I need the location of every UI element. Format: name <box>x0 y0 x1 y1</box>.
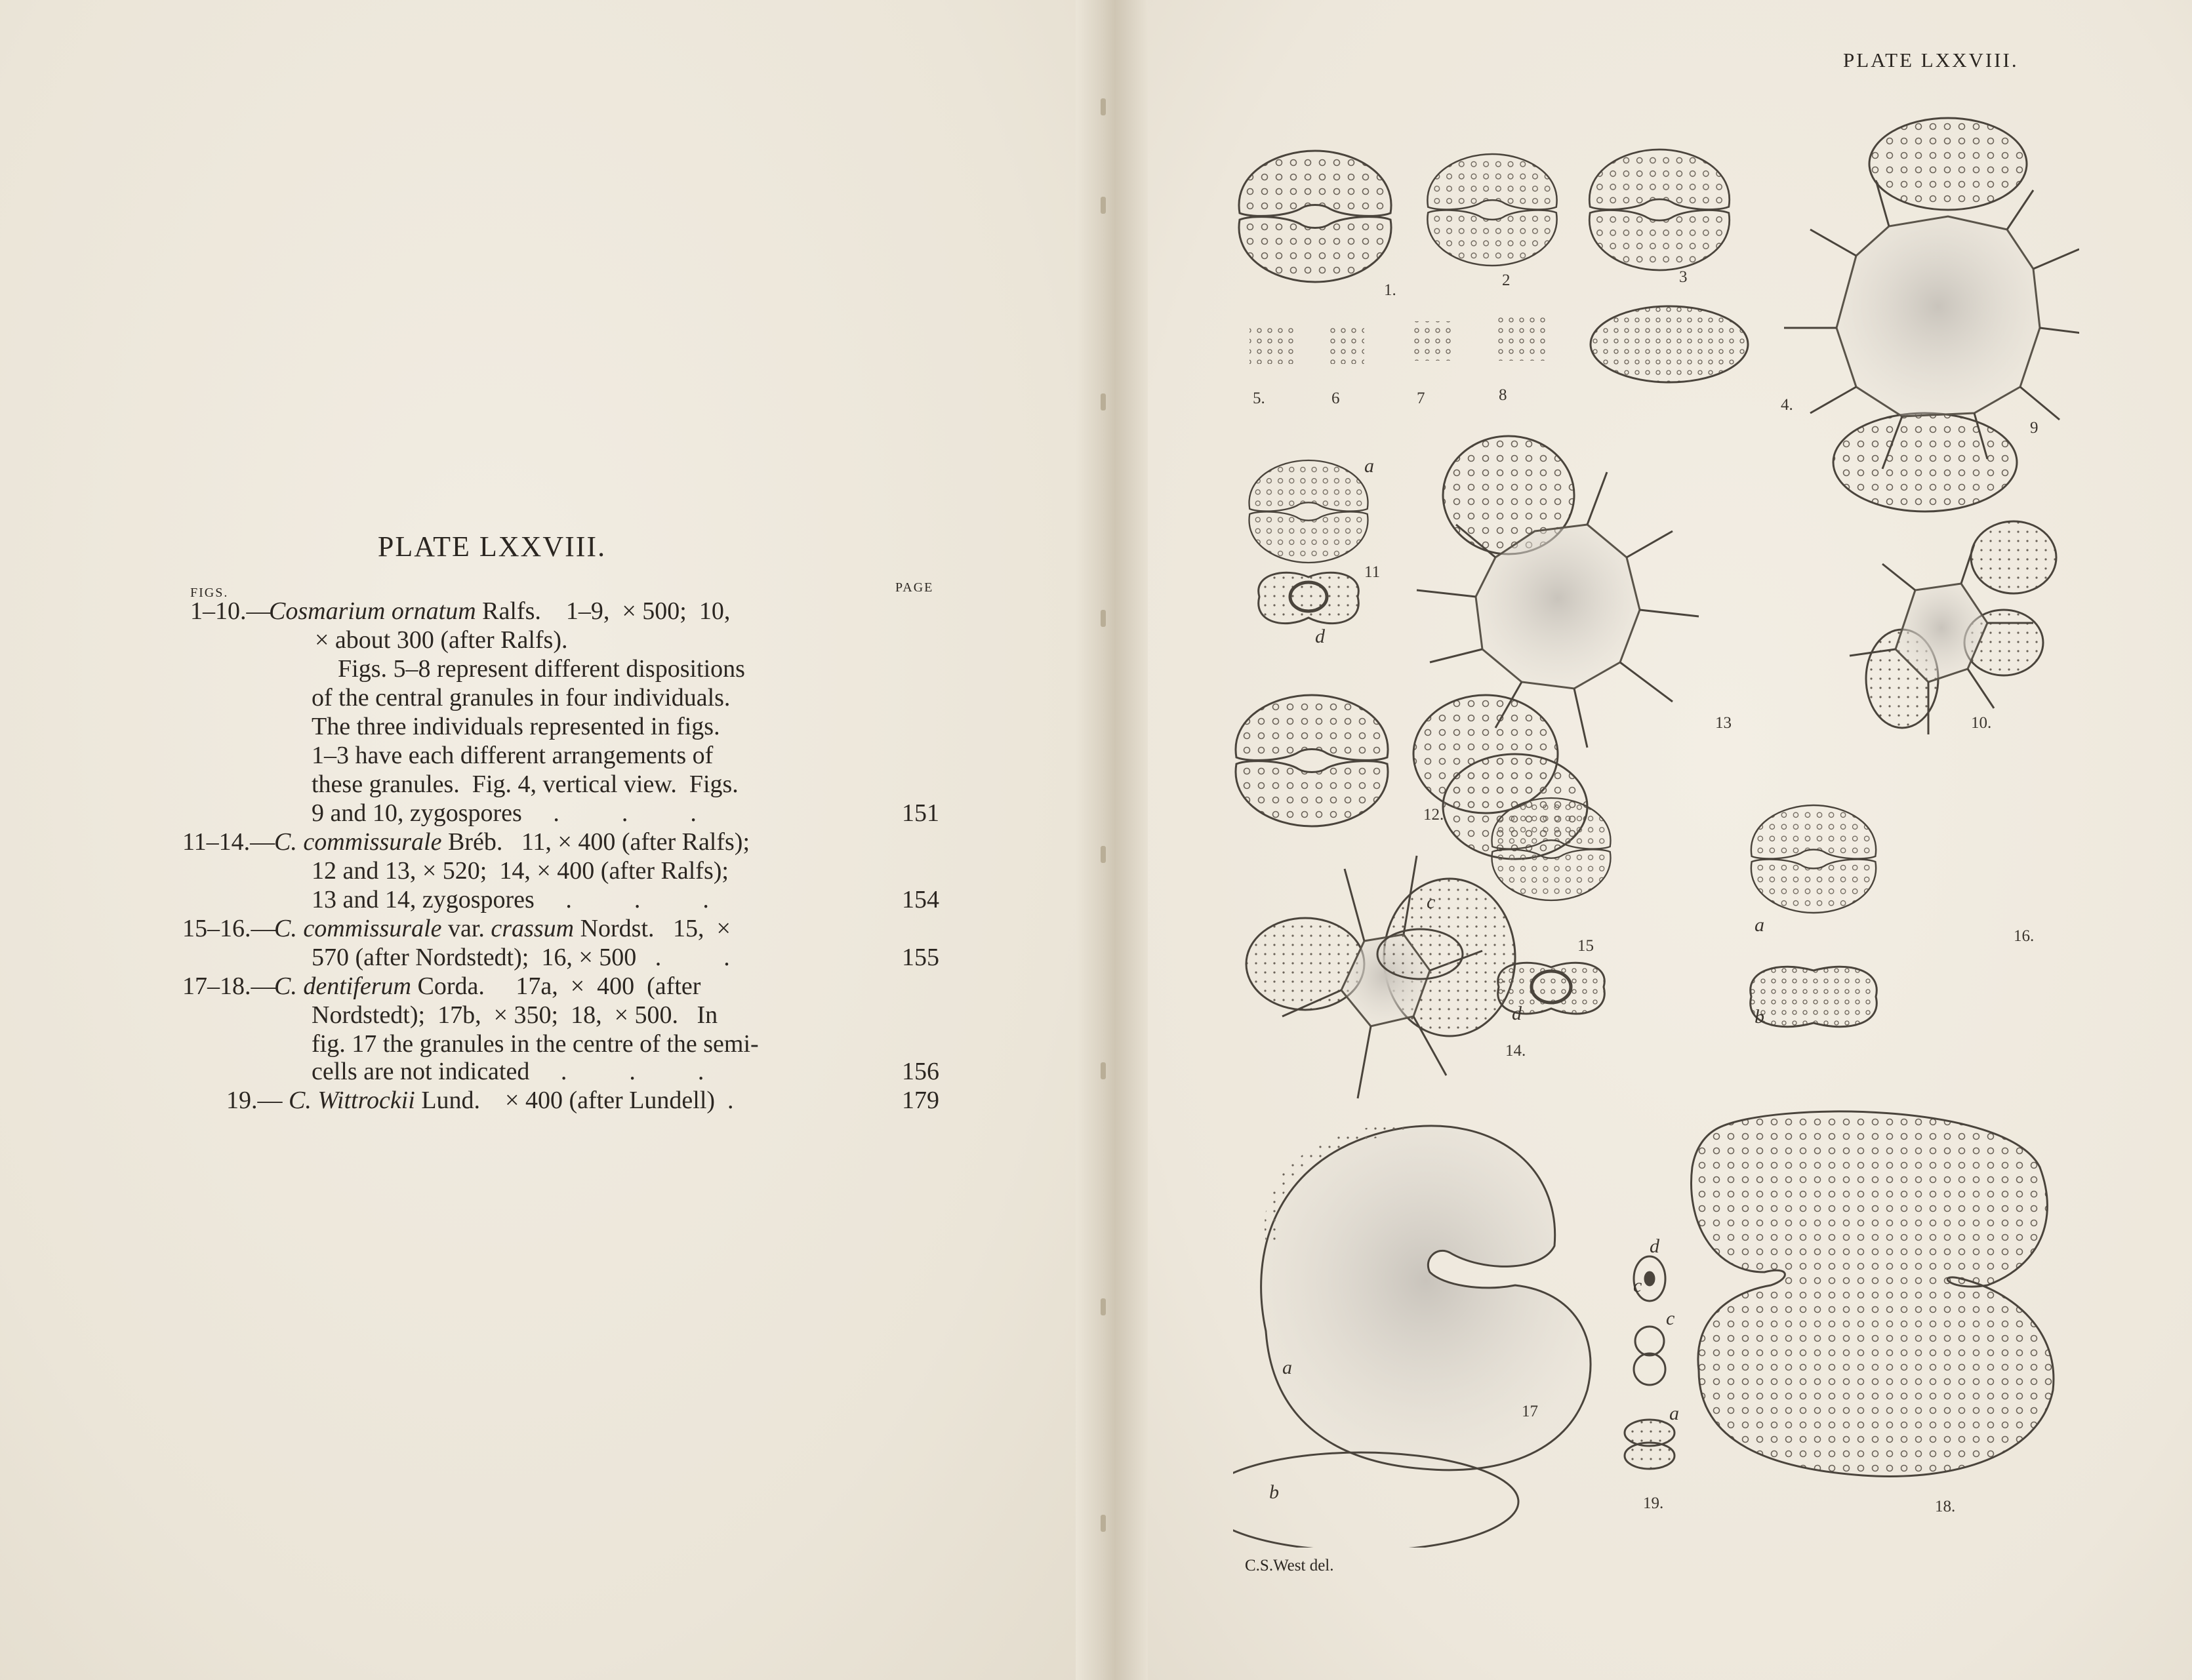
explanation-line: 570 (after Nordstedt); 16, × 500 . . <box>312 944 730 971</box>
figure-number-label: 12. <box>1423 806 1444 824</box>
figure-number-label: 16. <box>2014 927 2035 945</box>
figure-view-letter: c <box>1633 1275 1642 1296</box>
plate-title: PLATE LXXVIII. <box>377 530 607 563</box>
entry-text: var. <box>441 915 491 942</box>
explanation-line: Nordstedt); 17b, × 350; 18, × 500. In <box>312 1001 718 1029</box>
figure-number-label: 9 <box>2030 419 2039 437</box>
artist-credit: C.S.West del. <box>1245 1557 1334 1574</box>
species-name: C. Wittrockii <box>289 1087 415 1114</box>
species-name: C. commissurale <box>274 915 442 942</box>
entry-2-head <box>274 828 750 856</box>
binding-stitch <box>1101 98 1106 115</box>
plate-header: PLATE LXXVIII. <box>1843 49 2019 71</box>
explanation-line: of the central granules in four individuals. <box>312 684 731 711</box>
figure-view-letter: d <box>1512 1003 1522 1024</box>
explanation-line: The three individuals represented in figs. <box>312 713 720 740</box>
explanation-line: 1–10.— <box>190 597 272 625</box>
binding-stitch <box>1101 1515 1106 1532</box>
explanation-line: these granules. Fig. 4, vertical view. Figs. <box>312 770 739 798</box>
figure-view-letter: a <box>1364 455 1374 477</box>
figure-view-letter: a <box>1755 914 1764 936</box>
figure-view-letter: d <box>1650 1235 1659 1257</box>
figure-18-cell <box>1691 1111 2053 1476</box>
figure-view-letter: d <box>1315 626 1325 647</box>
figure-1-cell <box>1239 151 1391 282</box>
book-gutter <box>1076 0 1154 1680</box>
figure-view-letter: a <box>1282 1357 1292 1378</box>
figure-17-cell <box>1233 1126 1591 1548</box>
explanation-line: 19.— <box>226 1087 283 1114</box>
page-column-heading: PAGE <box>895 580 934 595</box>
figure-number-label: 19. <box>1643 1494 1664 1512</box>
figure-number-label: 14. <box>1505 1042 1526 1060</box>
figure-2-cell <box>1427 154 1556 266</box>
explanation-line: cells are not indicated . . . <box>312 1058 704 1085</box>
figure-view-letter: a <box>1669 1403 1679 1424</box>
species-name: C. dentiferum <box>274 972 411 1000</box>
figure-view-letter: c <box>1427 891 1436 913</box>
page-number: 179 <box>902 1087 939 1114</box>
species-name: Cosmarium ornatum <box>269 597 476 625</box>
explanation-line: 9 and 10, zygospores . . . <box>312 799 697 827</box>
explanation-line: 1–3 have each different arrangements of <box>312 742 714 769</box>
entry-text: Ralfs. 1–9, × 500; 10, <box>476 597 731 625</box>
figure-16-cell <box>1751 805 1876 913</box>
page-number: 155 <box>902 944 939 971</box>
species-name: C. commissurale <box>274 828 442 856</box>
entry-5-head <box>289 1086 734 1115</box>
figure-number-label: 13 <box>1715 714 1732 732</box>
figure-number-label: 5. <box>1253 390 1265 407</box>
figure-number-label: 18. <box>1935 1498 1956 1515</box>
entry-text: Corda. 17a, × 400 (after <box>411 972 701 1000</box>
figure-view-letter: b <box>1269 1481 1279 1503</box>
figure-3-cell <box>1589 150 1729 270</box>
page-number: 151 <box>902 799 939 827</box>
figure-number-label: 8 <box>1499 386 1507 404</box>
explanation-line: 13 and 14, zygospores . . . <box>312 886 709 913</box>
binding-stitch <box>1101 610 1106 627</box>
figure-14-zygospore <box>1246 856 1515 1098</box>
explanation-line: 15–16.— <box>182 915 276 942</box>
entry-text: Nordst. 15, × <box>574 915 731 942</box>
figure-11-cell <box>1249 460 1368 563</box>
figure-13-zygospore <box>1413 436 1699 859</box>
figure-number-label: 3 <box>1679 268 1688 286</box>
figure-number-label: 15 <box>1577 937 1594 955</box>
figure-view-letter: c <box>1666 1308 1675 1329</box>
binding-stitch <box>1101 197 1106 214</box>
binding-stitch <box>1101 1062 1106 1079</box>
binding-stitch <box>1101 393 1106 410</box>
figure-10-zygospore <box>1850 521 2056 734</box>
entry-1-head <box>269 597 730 626</box>
plate-illustration <box>1233 105 2079 1548</box>
figure-number-label: 1. <box>1384 281 1396 299</box>
entry-text: Bréb. 11, × 400 (after Ralfs); <box>441 828 750 856</box>
figure-number-label: 17 <box>1522 1403 1538 1420</box>
page-number: 154 <box>902 886 939 913</box>
figure-12-cell <box>1236 695 1388 826</box>
explanation-line: fig. 17 the granules in the centre of the semi- <box>312 1030 759 1058</box>
variety-name: crassum <box>491 915 575 942</box>
figure-number-label: 10. <box>1971 714 1992 732</box>
figs-column-heading: FIGS. <box>190 586 229 600</box>
explanation-line: 11–14.— <box>182 828 275 856</box>
entry-4-head <box>274 972 700 1001</box>
figure-number-label: 6 <box>1331 390 1340 407</box>
figure-number-label: 7 <box>1417 390 1425 407</box>
binding-stitch <box>1101 1298 1106 1315</box>
figure-9-zygospore <box>1784 118 2079 511</box>
explanation-line: 12 and 13, × 520; 14, × 400 (after Ralfs); <box>312 857 729 885</box>
explanation-line: Figs. 5–8 represent different dispositions <box>338 655 745 683</box>
entry-3-head <box>274 914 731 943</box>
entry-text: Lund. × 400 (after Lundell) . <box>415 1087 734 1114</box>
page-number: 156 <box>902 1058 939 1085</box>
figure-19-cell <box>1625 1256 1674 1469</box>
figure-view-letter: b <box>1755 1006 1764 1028</box>
figure-number-label: 2 <box>1502 271 1511 289</box>
figure-number-label: 11 <box>1364 563 1381 581</box>
explanation-line: 17–18.— <box>182 972 276 1000</box>
figure-number-label: 4. <box>1781 396 1793 414</box>
binding-stitch <box>1101 846 1106 863</box>
explanation-line: × about 300 (after Ralfs). <box>315 626 568 654</box>
